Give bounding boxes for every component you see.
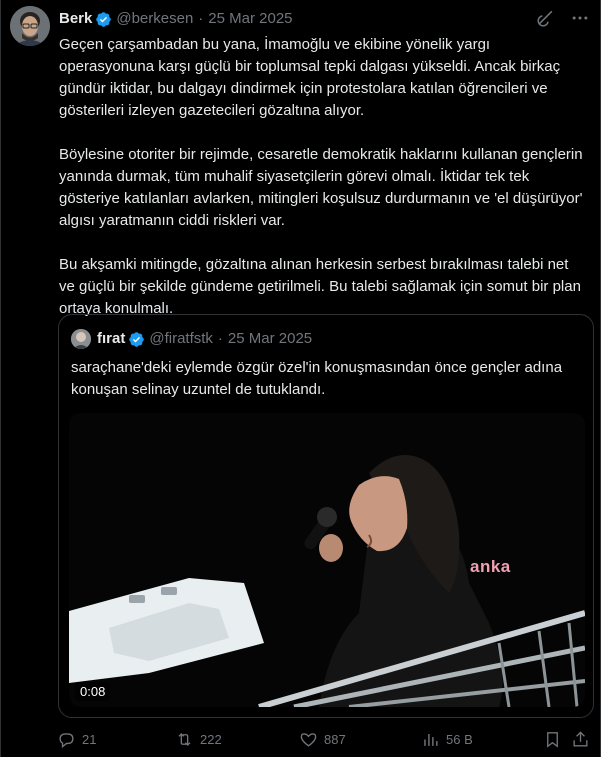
- verified-badge-icon: [128, 331, 145, 348]
- author-name[interactable]: Berk: [59, 10, 93, 27]
- video-player[interactable]: [69, 413, 585, 707]
- repost-button[interactable]: [175, 730, 222, 749]
- like-count: 887: [324, 731, 346, 747]
- bookmark-icon: [543, 730, 562, 749]
- quoted-header: [97, 330, 312, 348]
- repost-icon: [175, 730, 194, 749]
- quoted-tweet[interactable]: [58, 314, 594, 718]
- views-count: 56 B: [446, 731, 473, 747]
- reply-count: 21: [82, 731, 97, 747]
- reply-button[interactable]: [57, 730, 96, 749]
- video-duration: 0:08: [75, 682, 110, 701]
- author-avatar[interactable]: [10, 6, 50, 46]
- tweet-actions: [57, 727, 593, 751]
- top-right-icons: [536, 8, 590, 28]
- tweet-text: [59, 34, 587, 342]
- tweet-date[interactable]: 25 Mar 2025: [208, 10, 293, 27]
- separator-dot: ·: [217, 330, 223, 347]
- reply-icon: [57, 730, 76, 749]
- more-icon[interactable]: [570, 8, 590, 28]
- views-icon: [421, 730, 440, 749]
- tweet-paragraph: Bu akşamki mitingde, gözaltına alınan herkesin serbest bırakılması talebi net ve güçlü bir şekilde gündeme getirilmeli. Bu talebi sağlamak için somut bir plan ortaya konulmalı.: [59, 256, 581, 317]
- video-watermark: anka: [470, 557, 511, 576]
- views-button[interactable]: [421, 730, 473, 749]
- quoted-text: saraçhane'deki eylemde özgür özel'in konuşmasından önce gençler adına konuşan selinay uzuntel de tutuklandı.: [71, 359, 563, 398]
- verified-badge-icon: [95, 11, 112, 28]
- separator-dot: ·: [198, 10, 204, 27]
- quoted-date[interactable]: 25 Mar 2025: [227, 330, 313, 347]
- like-button[interactable]: [299, 730, 346, 749]
- share-icon: [571, 730, 590, 749]
- quoted-author-avatar[interactable]: [71, 329, 91, 349]
- repost-count: 222: [200, 731, 222, 747]
- quoted-author-handle[interactable]: @firatfstk: [149, 330, 213, 347]
- heart-icon: [299, 730, 318, 749]
- grok-icon[interactable]: [536, 8, 556, 28]
- tweet-header: [59, 10, 293, 28]
- tweet-paragraph: Geçen çarşambadan bu yana, İmamoğlu ve ekibine yönelik yargı operasyonuna karşı güçlü bir toplumsal tepki dalgası yükseldi. Ancak birkaç gündür iktidar, bu dalgayı dindirmek için protestolara katılan öğrencileri ve gösterileri izleyen gazetecileri gözaltına alıyor.: [59, 36, 561, 119]
- bookmark-button[interactable]: [543, 730, 562, 749]
- author-handle[interactable]: @berkesen: [116, 10, 194, 27]
- tweet-paragraph: Böylesine otoriter bir rejimde, cesaretle demokratik haklarını kullanan gençlerin yanında durmak, tüm muhalif siyasetçilerin görevi olmalı. İktidar tek tek gösteriye katılanları avlarken, mitingleri koşulsuz durdurmanın ve 'el düşürüyor' algısı yaratmanın ciddi riskleri var.: [59, 146, 583, 229]
- share-button[interactable]: [571, 730, 590, 749]
- quoted-author-name[interactable]: fırat: [97, 330, 126, 347]
